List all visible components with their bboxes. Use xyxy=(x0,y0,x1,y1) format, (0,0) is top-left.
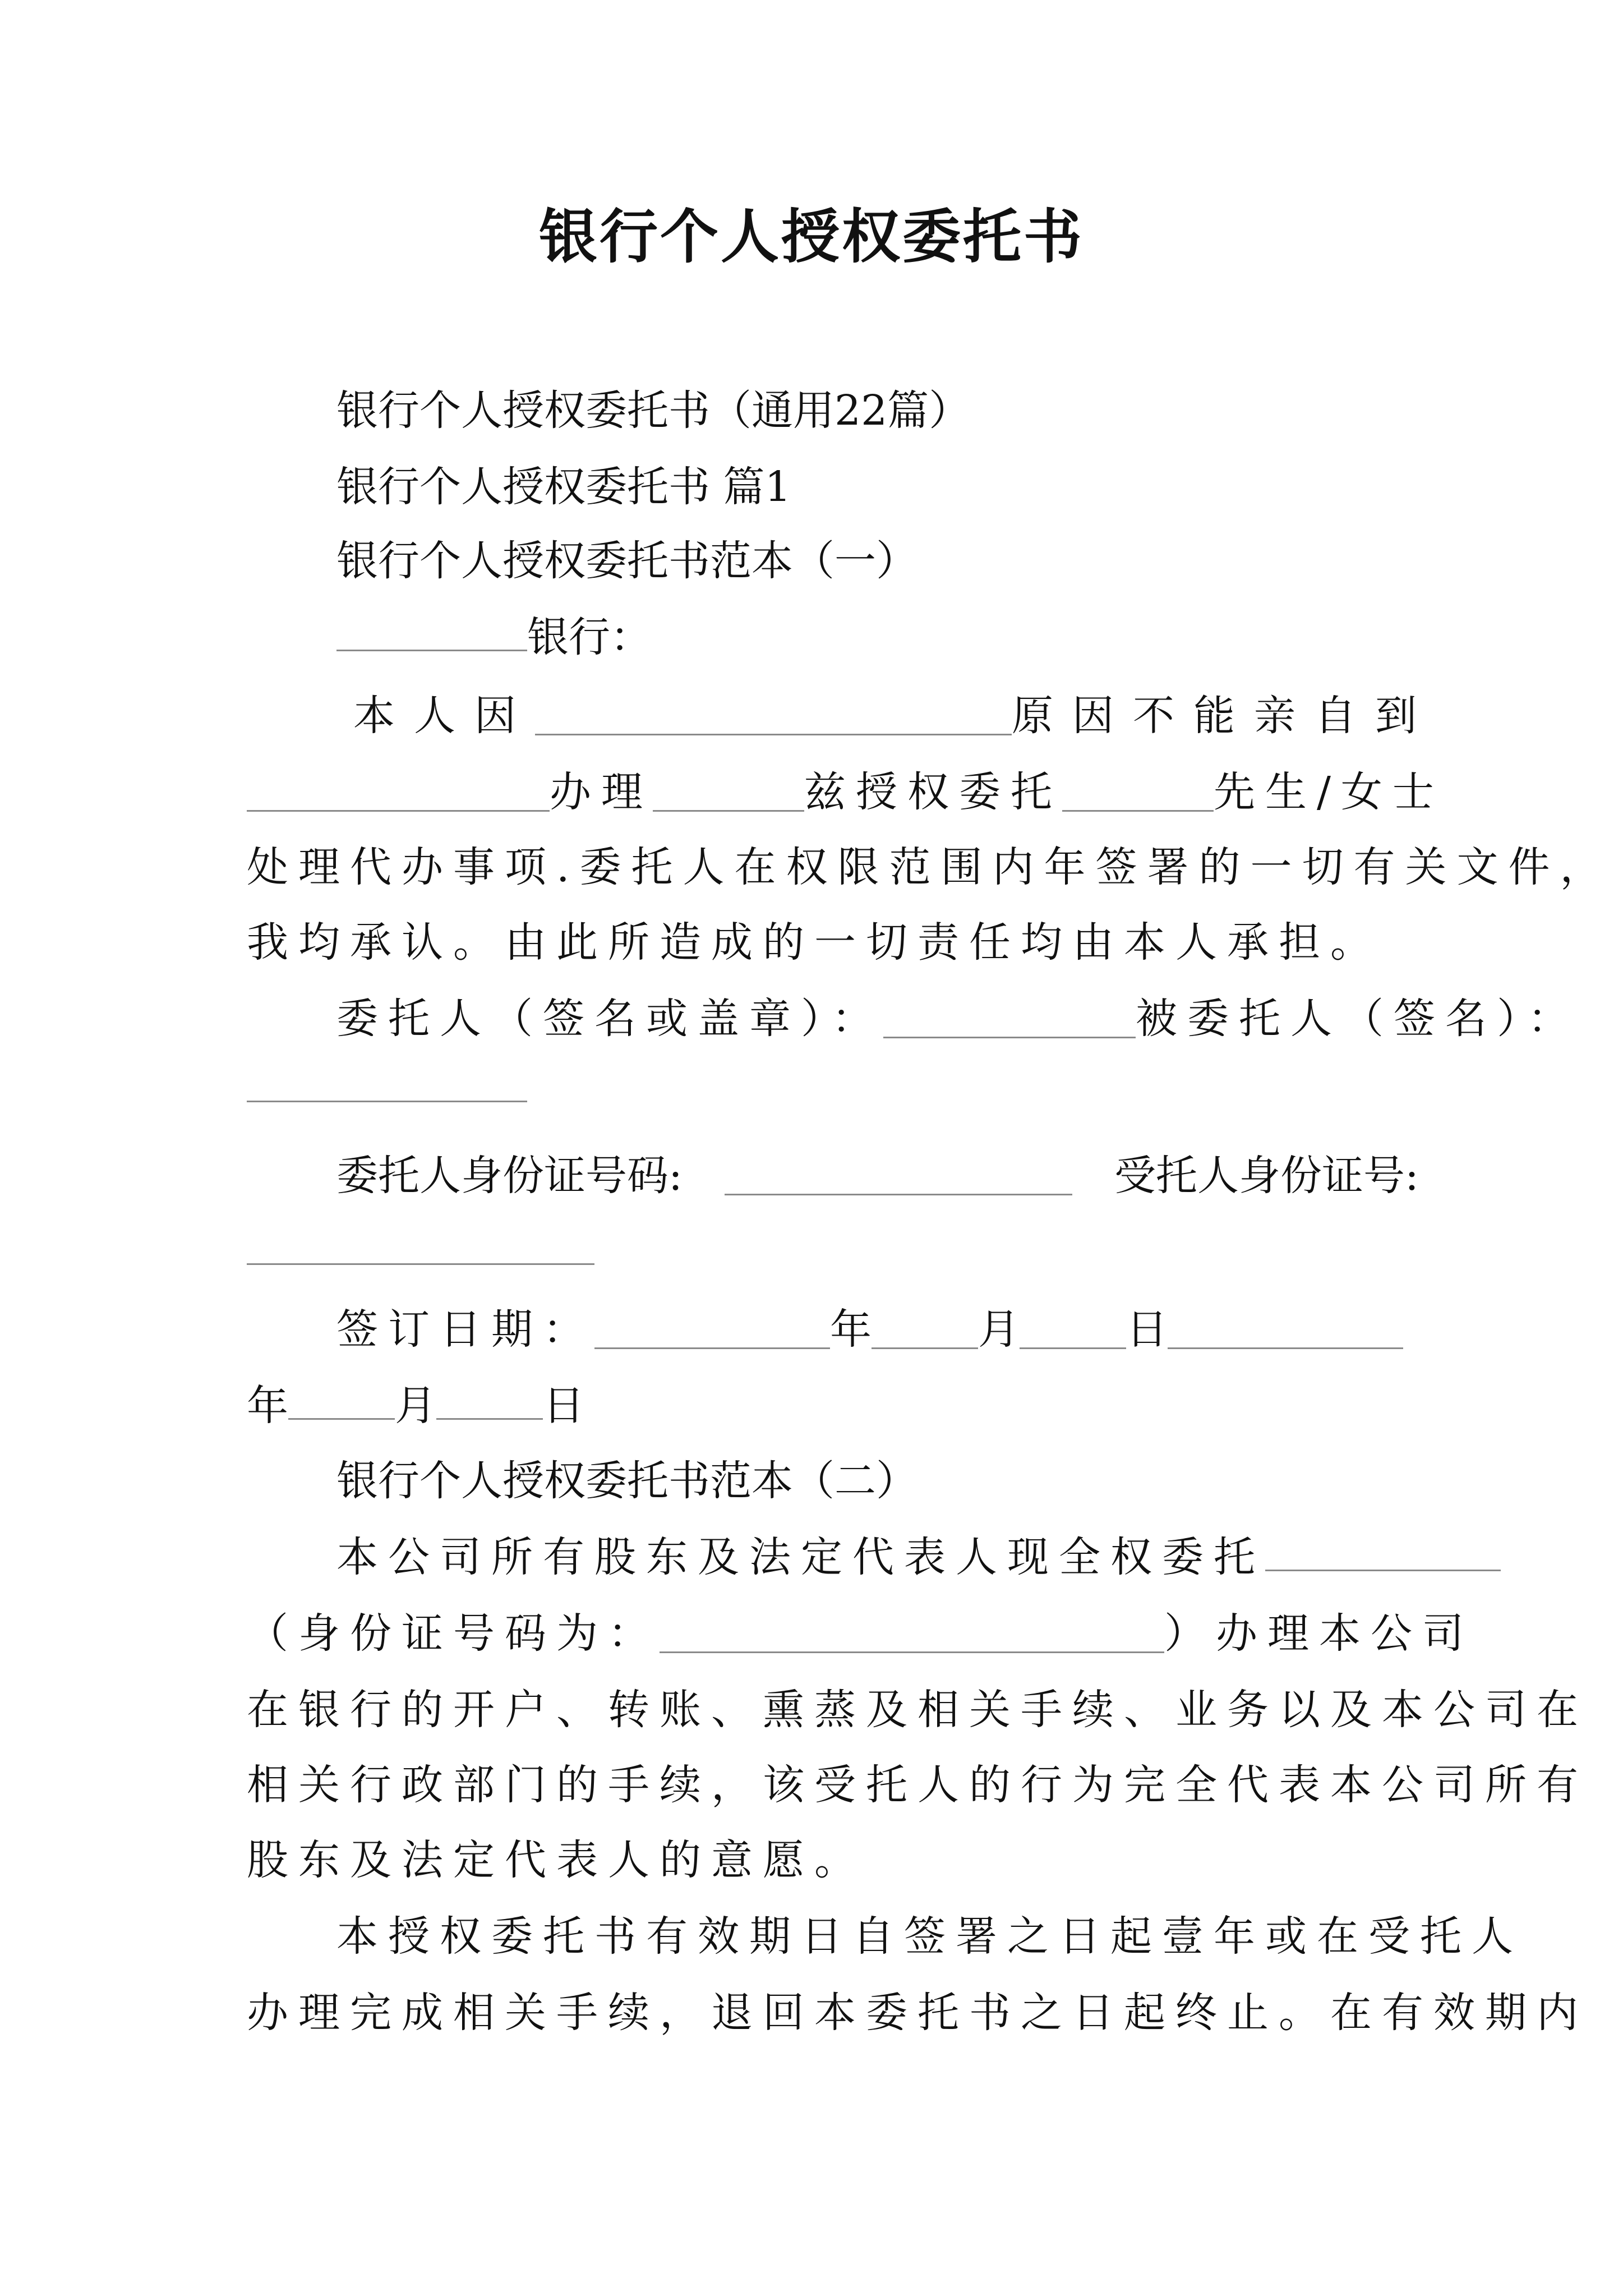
agent-id-blank[interactable] xyxy=(247,1226,594,1265)
year-label-2: 年 xyxy=(247,1382,288,1430)
bank-line xyxy=(336,604,652,671)
sample1-body-line1: 处理代办事项.委托人在权限范围内年签署的一切有关文件， xyxy=(247,843,1612,891)
trustee-id-blank[interactable] xyxy=(660,1614,1164,1653)
day-blank-2[interactable] xyxy=(436,1381,543,1420)
year-blank-1[interactable] xyxy=(594,1310,830,1349)
id-suffix: ）办理本公司 xyxy=(1164,1609,1474,1658)
month-label-1: 月 xyxy=(978,1305,1020,1354)
year-blank-2[interactable] xyxy=(1168,1310,1403,1349)
bank-name-blank[interactable] xyxy=(336,613,527,651)
mr-ms-label: 先生/女士 xyxy=(1214,768,1444,816)
id-line xyxy=(336,1142,1419,1209)
company-id-line xyxy=(247,1600,1474,1667)
agent-id-line xyxy=(247,1217,594,1285)
agent-sign-label: 被委托人（签名）： xyxy=(1136,995,1579,1043)
sample2-p2-line1: 本授权委托书有效期日自签署之日起壹年或在受托人 xyxy=(336,1912,1523,1961)
part1-heading: 银行个人授权委托书 篇1 xyxy=(336,463,791,511)
agent-sign-blank[interactable] xyxy=(247,1064,527,1102)
sample1-body-line2: 我均承认。由此所造成的一切责任均由本人承担。 xyxy=(247,918,1382,967)
agent-sign-line xyxy=(247,1055,527,1122)
month-label-2: 月 xyxy=(395,1382,436,1430)
sample2-p1-line5: 股东及法定代表人的意愿。 xyxy=(247,1836,866,1884)
agent-name-blank[interactable] xyxy=(1062,773,1214,812)
sample1-heading: 银行个人授权委托书范本（一） xyxy=(336,537,917,585)
handle-label: 办理 xyxy=(550,768,653,816)
sample2-p1-line3: 在银行的开户、转账、熏蒸及相关手续、业务以及本公司在 xyxy=(247,1686,1588,1734)
day-label-2: 日 xyxy=(543,1382,584,1430)
reason-prefix: 本人因 xyxy=(353,692,535,740)
principal-sign-label: 委托人（签名或盖章）： xyxy=(336,995,883,1043)
matter-blank[interactable] xyxy=(653,773,804,812)
reason-blank[interactable] xyxy=(535,697,1012,735)
month-blank-2[interactable] xyxy=(288,1381,395,1420)
sign-date-label: 签订日期： xyxy=(336,1305,594,1354)
date-line xyxy=(336,1296,1380,1363)
authorize-line xyxy=(247,758,1444,826)
agent-id-label: 受托人身份证号: xyxy=(1114,1152,1419,1200)
year-label-1: 年 xyxy=(830,1305,872,1354)
day-blank-1[interactable] xyxy=(1020,1310,1126,1349)
principal-sign-blank[interactable] xyxy=(883,1000,1136,1038)
sample2-p1-line1: 本公司所有股东及法定代表人现全权委托 xyxy=(336,1533,1265,1581)
collection-heading: 银行个人授权委托书（通用22篇） xyxy=(336,386,971,435)
document-title: 银行个人授权委托书 xyxy=(538,202,1084,271)
id-prefix: （身份证号码为： xyxy=(247,1609,660,1658)
day-label-1: 日 xyxy=(1126,1305,1168,1354)
principal-id-blank[interactable] xyxy=(725,1157,1072,1195)
authorize-label: 兹授权委托 xyxy=(804,768,1062,816)
sample2-heading: 银行个人授权委托书范本（二） xyxy=(336,1457,917,1505)
signature-line xyxy=(336,985,1579,1052)
sample2-p2-line2: 办理完成相关手续，退回本委托书之日起终止。在有效期内 xyxy=(247,1989,1588,2037)
sample2-p1-line1-row xyxy=(336,1524,1380,1591)
trustee-name-blank[interactable] xyxy=(1265,1533,1501,1571)
sample2-p1-line4: 相关行政部门的手续，该受托人的行为完全代表本公司所有 xyxy=(247,1761,1588,1809)
bank-suffix: 银行： xyxy=(527,613,652,661)
date-line-2 xyxy=(247,1372,584,1439)
reason-line xyxy=(353,682,1436,749)
location-blank[interactable] xyxy=(247,773,550,812)
reason-suffix: 原因不能亲自到 xyxy=(1012,692,1436,740)
month-blank-1[interactable] xyxy=(872,1310,978,1349)
principal-id-label: 委托人身份证号码: xyxy=(336,1152,683,1200)
